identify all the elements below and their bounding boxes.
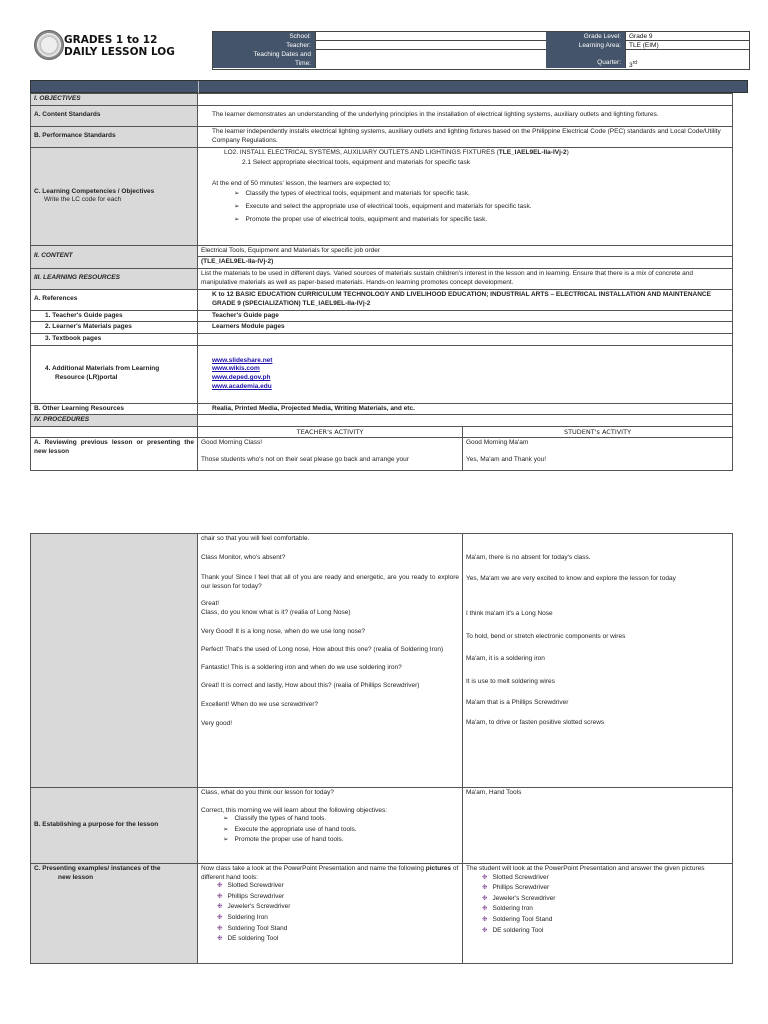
student-line: Yes, Ma'am we are very excited to know and explore the lesson for today: [466, 574, 676, 582]
student-line: Ma'am that is a Phillips Screwdriver: [466, 698, 569, 706]
teacher-line: chair so that you will feel comfortable.: [201, 535, 310, 542]
teacher-line: Very Good! It is a long nose, when do we use long nose?: [201, 627, 366, 635]
competencies-content: [198, 147, 733, 245]
learning-resources-text: List the materials to be used in different days. Varied sources of materials sustain children's interest in the lesson and in learning. Ensure that there is a mix of concrete and manipulative materials as well as paper-based materials. Hands-on learning promotes concept development.: [198, 268, 733, 289]
teachers-guide-value: Teacher's Guide page: [198, 310, 733, 322]
tool-item: ❉ Soldering Iron: [482, 905, 729, 914]
link-deped[interactable]: www.deped.gov.ph: [212, 374, 271, 382]
teacher-line: Correct, this morning we will learn about the following objectives:: [201, 806, 388, 814]
objectives-list: [212, 190, 729, 224]
header-info-box: [212, 31, 750, 70]
objective-item: ➢ Execute and select the appropriate use of electrical tools, equipment and materials for specific task.: [234, 203, 729, 212]
teacher-intro: [201, 865, 459, 882]
content-text: Electrical Tools, Equipment and Materials for specific job order: [198, 245, 733, 257]
tool-item: ❉ Phillips Screwdriver: [217, 893, 459, 902]
dates-label-line-1: Teaching Dates and: [253, 51, 311, 58]
procedures-heading: IV. PROCEDURES: [31, 415, 198, 427]
student-intro: The student will look at the PowerPoint Presentation and answer the given pictures: [466, 865, 705, 872]
tool-item: ❉ Jeweler's Screwdriver: [482, 895, 729, 904]
grade-label: Grade Level:: [546, 32, 625, 41]
lo-text: LO2. INSTALL ELECTRICAL SYSTEMS, AUXILIARY OUTLETS AND LIGHTINGS FIXTURES (: [224, 148, 499, 156]
content-heading: II. CONTENT: [31, 245, 198, 268]
school-field[interactable]: [315, 32, 546, 41]
quarter-suffix: rd: [632, 60, 638, 66]
lo-intro: At the end of 50 minutes' lesson, the learners are expected to;: [212, 179, 391, 187]
teachers-guide-label: 1. Teacher's Guide pages: [31, 310, 198, 322]
teacher-field[interactable]: [315, 41, 546, 50]
tool-item: ❉ Jeweler's Screwdriver: [217, 903, 459, 912]
title-line-1: GRADES 1 to 12: [64, 34, 158, 46]
additional-materials-label: [31, 345, 198, 403]
lo-sub-item: 2.1 Select appropriate electrical tools, equipment and materials for specific task: [242, 159, 470, 167]
competencies-label-line-1: C. Learning Competencies / Objectives: [34, 187, 155, 195]
quarter-label: Quarter:: [546, 50, 625, 68]
activity-head-empty: [31, 426, 198, 438]
tool-item: ❉ DE soldering Tool: [217, 935, 459, 944]
teacher-line: Class Monitor, who's absent?: [201, 553, 286, 561]
procedure-a-student: [463, 438, 733, 471]
tool-item: ❉ Slotted Screwdriver: [217, 882, 459, 891]
teacher-line: Class, what do you think our lesson for today?: [201, 789, 334, 796]
procedure-a-teacher: [198, 438, 463, 471]
textbook-label: 3. Textbook pages: [31, 333, 198, 345]
purpose-objective-item: ➢ Promote the proper use of hand tools.: [223, 836, 459, 845]
learners-materials-value: Learners Module pages: [198, 322, 733, 334]
student-line: Yes, Ma'am and Thank you!: [466, 455, 547, 463]
procedure-a-teacher-continued: [198, 534, 463, 788]
teacher-line: Great!: [201, 600, 220, 608]
objectives-heading: I. OBJECTIVES: [31, 94, 198, 106]
tool-item: ❉ Soldering Tool Stand: [482, 916, 729, 925]
lo-code: TLE_IAEL9EL-IIa-IVj-2: [498, 148, 567, 156]
additional-materials-line-1: 4. Additional Materials from Learning: [45, 365, 160, 373]
lo-line: [212, 149, 729, 158]
objective-item: ➢ Promote the proper use of electrical tools, equipment and materials for specific task.: [234, 216, 729, 225]
teacher-line: Class, do you know what is it? (realia of Long Nose): [201, 608, 351, 616]
deped-seal-logo: [34, 30, 64, 60]
performance-standards-label: B. Performance Standards: [31, 126, 198, 147]
teacher-line: Very good!: [201, 719, 233, 727]
quarter-value: [625, 50, 749, 68]
teacher-line: Perfect! That's the used of Long nose, How about this one? (realia of Soldering Iron): [201, 646, 444, 654]
teacher-intro-text-end: of different hand tools:: [201, 865, 459, 881]
objectives-heading-empty: [198, 94, 733, 106]
student-tools-list: [466, 874, 729, 936]
student-line: Ma'am, it is a soldering iron: [466, 655, 545, 663]
student-line: To hold, bend or stretch electronic components or wires: [466, 632, 626, 640]
content-standards-label: A. Content Standards: [31, 105, 198, 126]
teacher-tools-list: [201, 882, 459, 944]
tool-item: ❉ Slotted Screwdriver: [482, 874, 729, 883]
lo-paren: ): [566, 148, 569, 156]
other-resources-label: B. Other Learning Resources: [31, 403, 198, 415]
student-line: It is use to melt soldering wires: [466, 677, 555, 685]
teacher-label: Teacher:: [213, 41, 315, 50]
teacher-line: Good Morning Class!: [201, 439, 263, 447]
school-label: School:: [213, 32, 315, 41]
link-wikis[interactable]: www.wikis.com: [212, 365, 260, 373]
learners-materials-label: 2. Learner's Materials pages: [31, 322, 198, 334]
purpose-objectives-list: [201, 815, 459, 845]
procedure-c-label-line-1: C. Presenting examples/ instances of the: [34, 865, 161, 872]
teacher-line: Those students who's not on their seat please go back and arrange your: [201, 455, 409, 463]
dates-field[interactable]: [315, 50, 546, 68]
procedure-c-label: [31, 864, 198, 964]
procedure-b-label: B. Establishing a purpose for the lesson: [31, 788, 198, 864]
bar-divider: [198, 81, 199, 93]
student-activity-heading: STUDENT's ACTIVITY: [463, 426, 733, 438]
tool-item: ❉ Soldering Tool Stand: [217, 925, 459, 934]
procedure-c-student: [463, 864, 733, 964]
teacher-line: Thank you! Since I feel that all of you are ready and energetic, are you ready to explore our lesson for today?: [201, 574, 459, 590]
tool-item: ❉ Phillips Screwdriver: [482, 884, 729, 893]
procedure-b-student: Ma'am, Hand Tools: [463, 788, 733, 864]
procedure-b-teacher: [198, 788, 463, 864]
teacher-intro-bold: pictures: [425, 865, 452, 872]
dates-label: [213, 50, 315, 68]
objective-item: ➢ Classify the types of electrical tools, equipment and materials for specific task.: [234, 190, 729, 199]
link-slideshare[interactable]: www.slideshare.net: [212, 356, 273, 364]
student-line: Ma'am, to drive or fasten positive slotted screws: [466, 719, 605, 727]
procedure-a-label: A. Reviewing previous lesson or presenting the new lesson: [31, 438, 198, 471]
teacher-line: Fantastic! This is a soldering iron and when do we use soldering iron?: [201, 663, 402, 671]
teacher-line: Excellent! When do we use screwdriver?: [201, 700, 319, 708]
procedure-c-label-line-2: new lesson: [58, 873, 94, 881]
additional-materials-links: [198, 345, 733, 403]
content-code: (TLE_IAEL9EL-IIa-IVj-2): [198, 257, 733, 269]
student-line: Ma'am, there is no absent for today's class.: [466, 554, 591, 561]
other-resources-value: Realia, Printed Media, Projected Media, Writing Materials, and etc.: [198, 403, 733, 415]
learning-area-label: Learning Area:: [546, 41, 625, 50]
procedure-a-student-continued: [463, 534, 733, 788]
teacher-line: Great! It is correct and lastly, How about this? (realia of Phillips Screwdriver): [201, 682, 420, 690]
dates-label-line-2: Time:: [294, 60, 311, 67]
purpose-objective-item: ➢ Classify the types of hand tools.: [223, 815, 459, 824]
purpose-objective-item: ➢ Execute the appropriate use of hand tools.: [223, 826, 459, 835]
student-line: Good Morning Ma'am: [466, 439, 529, 447]
content-standards-text: The learner demonstrates an understanding of the underlying principles in the installation of electrical lighting systems, auxiliary outlets and lighting fixtures.: [198, 105, 733, 126]
title-line-2: DAILY LESSON LOG: [64, 46, 175, 58]
teacher-activity-heading: TEACHER's ACTIVITY: [198, 426, 463, 438]
procedures-heading-empty: [198, 415, 733, 427]
competencies-label-line-2: Write the LC code for each: [44, 196, 122, 204]
additional-materials-line-2: Resource (LR)portal: [55, 374, 118, 382]
performance-standards-text: The learner independently installs electrical lighting systems, auxiliary outlets and lighting fixtures based on the Philippine Electrical Code (PEC) standards and Local Code/Utility Company Regulations.: [198, 126, 733, 147]
lesson-log-table-page-2: [30, 533, 733, 964]
header-dark-bar: [30, 80, 748, 93]
teacher-intro-text: Now class take a look at the PowerPoint Presentation and name the following: [201, 865, 426, 872]
procedure-c-teacher: [198, 864, 463, 964]
quarter-number: 3: [629, 62, 633, 70]
tool-item: ❉ Soldering Iron: [217, 914, 459, 923]
grade-value: Grade 9: [625, 32, 749, 41]
references-text: K to 12 BASIC EDUCATION CURRICULUM TECHNOLOGY AND LIVELIHOOD EDUCATION; INDUSTRIAL ARTS – ELECTRICAL INSTALLATION AND MAINTENANCE GRADE 9 (SPECIALIZATION) TLE_IAEL9EL-IIa-IVj-2: [198, 289, 733, 310]
student-line: I think ma'am it's a Long Nose: [466, 610, 553, 618]
lesson-log-table-page-1: [30, 93, 733, 471]
procedure-a-continued-label: [31, 534, 198, 788]
textbook-value: [198, 333, 733, 345]
link-academia[interactable]: www.academia.edu: [212, 382, 272, 390]
learning-resources-heading: III. LEARNING RESOURCES: [31, 268, 198, 289]
competencies-label: [31, 147, 198, 245]
learning-area-value: TLE (EIM): [625, 41, 749, 50]
tool-item: ❉ DE soldering Tool: [482, 927, 729, 936]
page-title: [64, 34, 175, 58]
references-label: A. References: [31, 289, 198, 310]
